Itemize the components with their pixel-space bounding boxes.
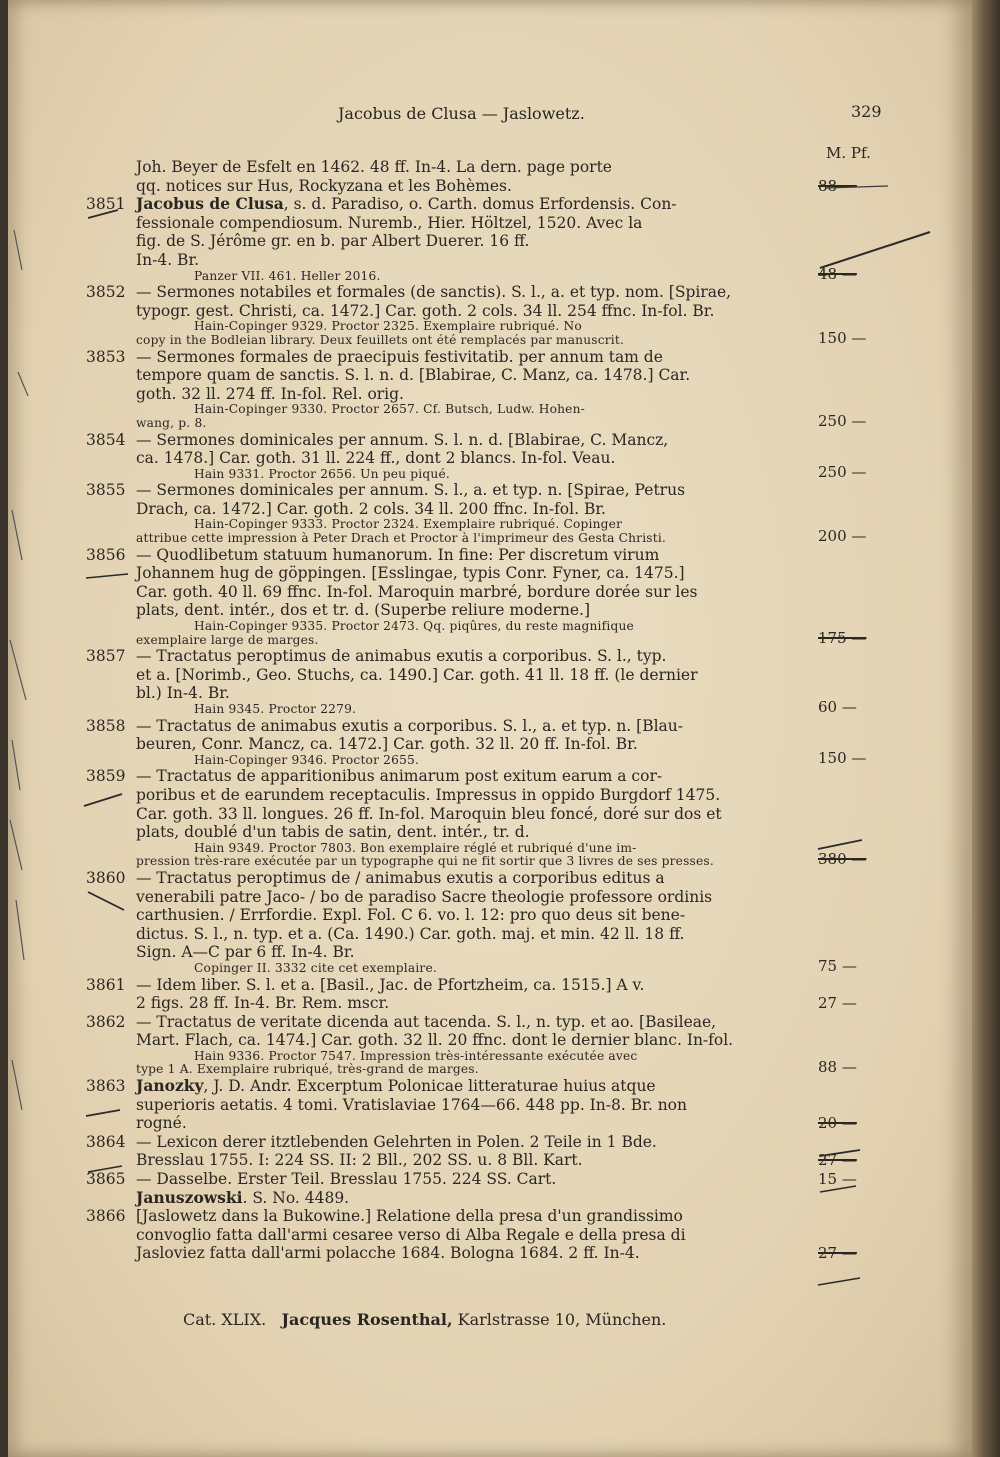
entry-reference: wang, p. 8.	[136, 415, 207, 430]
entry-line: — Lexicon derer itztlebenden Gelehrten in Polen. 2 Teile in 1 Bde.	[136, 1132, 657, 1151]
catalog-entry	[86, 545, 867, 648]
entry-line: — Tractatus peroptimus de animabus exutis a corporibus. S. l., typ.	[136, 647, 667, 666]
entry-line: Jasloviez fatta dall'armi polacche 1684. Bologna 1684. 2 ff. In-4.	[136, 1244, 640, 1263]
catalog-entry	[86, 1132, 857, 1170]
entry-line: fig. de S. Jérôme gr. en b. par Albert Duerer. 16 ff.	[136, 232, 530, 251]
entry-number: 3864	[86, 1132, 126, 1151]
entry-line: dictus. S. l., n. typ. et a. (Ca. 1490.) Car. goth. maj. et min. 42 ll. 18 ff.	[136, 924, 685, 943]
entry-line: plats, dent. intér., dos et tr. d. (Superbe reliure moderne.]	[136, 601, 591, 620]
entry-line: beuren, Conr. Mancz, ca. 1472.] Car. goth. 32 ll. 20 ff. In-fol. Br.	[136, 735, 638, 754]
entry-number: 3865	[86, 1170, 126, 1189]
entry-line: venerabili patre Jaco- / bo de paradiso Sacre theologie professore ordinis	[136, 887, 713, 906]
entry-number: 3860	[86, 868, 126, 887]
entry-line: rogné.	[136, 1114, 187, 1133]
entry-reference: Hain-Copinger 9335. Proctor 2473. Qq. piqûres, du reste magnifique	[194, 619, 634, 634]
catalog-entry	[86, 1012, 857, 1077]
catalog-entries	[86, 158, 867, 1263]
page-footer	[183, 1310, 666, 1329]
entry-reference: type 1 A. Exemplaire rubriqué, très-grand de marges.	[136, 1062, 479, 1077]
entry-line: — Dasselbe. Erster Teil. Bresslau 1755. 224 SS. Cart.	[136, 1170, 557, 1189]
entry-number: 3863	[86, 1077, 126, 1096]
entry-line: typogr. gest. Christi, ca. 1472.] Car. goth. 2 cols. 34 ll. 254 ffnc. In-fol. Br.	[136, 301, 715, 320]
catalog-entry	[86, 1207, 857, 1263]
entry-line: — Sermones formales de praecipuis festivitatib. per annum tam de	[136, 347, 663, 366]
entry-line: Drach, ca. 1472.] Car. goth. 2 cols. 34 ll. 200 ffnc. In-fol. Br.	[136, 499, 606, 518]
entry-line: Janozky, J. D. Andr. Excerptum Polonicae litteraturae huius atque	[136, 1076, 656, 1096]
catalog-entry	[86, 481, 867, 546]
entry-reference: Hain-Copinger 9346. Proctor 2655.	[194, 752, 420, 767]
catalog-entry	[86, 647, 857, 716]
entry-price: 150 —	[818, 328, 867, 347]
currency-label: M. Pf.	[826, 144, 871, 162]
entry-price: 88 —	[818, 1058, 857, 1077]
footer-catalog: Cat. XLIX.	[183, 1310, 267, 1329]
catalog-entry	[86, 1076, 857, 1133]
entry-line: bl.) In-4. Br.	[136, 684, 230, 703]
entry-price: 15 —	[818, 1170, 857, 1189]
entry-line: — Sermones dominicales per annum. S. l., a. et typ. n. [Spirae, Petrus	[136, 481, 686, 500]
entry-line: plats, doublé d'un tabis de satin, dent. intér., tr. d.	[136, 823, 530, 842]
catalog-entry	[86, 347, 867, 431]
entry-line: poribus et de earundem receptaculis. Impressus in oppido Burgdorf 1475.	[136, 785, 721, 804]
entry-price: 48 —	[818, 264, 857, 283]
entry-line: — Sermones dominicales per annum. S. l. n. d. [Blabirae, C. Mancz,	[136, 430, 669, 449]
entry-reference: Hain-Copinger 9333. Proctor 2324. Exemplaire rubriqué. Copinger	[194, 517, 623, 532]
entry-price: 200 —	[818, 527, 867, 546]
catalog-entry	[86, 194, 857, 283]
catalog-entry	[86, 1170, 857, 1189]
entry-reference: Hain-Copinger 9330. Proctor 2657. Cf. Butsch, Ludw. Hohen-	[194, 402, 585, 417]
entry-price: 88 —	[818, 176, 857, 195]
entry-price: 250 —	[818, 411, 867, 430]
book-spine-edge	[972, 0, 1000, 1457]
entry-line: ca. 1478.] Car. goth. 31 ll. 224 ff., dont 2 blancs. In-fol. Veau.	[136, 449, 616, 468]
entry-reference: attribue cette impression à Peter Drach et Proctor à l'imprimeur des Gesta Christi.	[136, 531, 667, 546]
entry-reference: Hain 9349. Proctor 7803. Bon exemplaire réglé et rubriqué d'une im-	[194, 840, 637, 855]
catalog-entry	[136, 1189, 804, 1208]
entry-reference: pression très-rare exécutée par un typographe qui ne fit sortir que 3 livres de ses presses.	[136, 854, 714, 869]
footer-address: Karlstrasse 10, München.	[457, 1310, 667, 1329]
entry-price: 380 —	[818, 850, 867, 869]
catalog-entry	[86, 767, 867, 869]
entry-number: 3855	[86, 481, 126, 500]
entry-number: 3862	[86, 1012, 126, 1031]
running-title: Jacobus de Clusa — Jaslowetz.	[338, 104, 585, 123]
entry-number: 3861	[86, 975, 126, 994]
entry-price: 20 —	[818, 1114, 857, 1133]
entry-number: 3854	[86, 430, 126, 449]
entry-number: 3852	[86, 283, 126, 302]
entry-number: 3858	[86, 716, 126, 735]
entry-reference: Hain 9345. Proctor 2279.	[194, 702, 357, 716]
entry-line: carthusien. / Errfordie. Expl. Fol. C 6. vo. l. 12: pro quo deus sit bene-	[136, 906, 686, 925]
entry-price: 250 —	[818, 462, 867, 481]
entry-line: Car. goth. 33 ll. longues. 26 ff. In-fol. Maroquin bleu foncé, doré sur dos et	[136, 804, 722, 823]
entry-line: Joh. Beyer de Esfelt en 1462. 48 ff. In-4. La dern. page porte	[136, 158, 612, 176]
entry-line: — Tractatus de veritate dicenda aut tacenda. S. l., n. typ. et ao. [Basileae,	[136, 1012, 717, 1031]
entry-line: Jacobus de Clusa, s. d. Paradiso, o. Carth. domus Erfordensis. Con-	[136, 194, 677, 214]
entry-number: 3851	[86, 195, 126, 214]
entry-line: Bresslau 1755. I: 224 SS. II: 2 Bll., 202 SS. u. 8 Bll. Kart.	[136, 1151, 583, 1170]
footer-publisher: Jacques Rosenthal,	[281, 1310, 453, 1329]
catalog-entry	[86, 283, 867, 347]
entry-reference: exemplaire large de marges.	[136, 632, 319, 647]
entry-line: [Jaslowetz dans la Bukowine.] Relatione della presa d'un grandissimo	[136, 1207, 683, 1226]
catalog-entry	[86, 716, 867, 768]
entry-number: 3856	[86, 545, 126, 564]
entry-line: — Sermones notabiles et formales (de sanctis). S. l., a. et typ. nom. [Spirae,	[136, 283, 732, 302]
entry-price: 27 —	[818, 1151, 857, 1170]
entry-line: et a. [Norimb., Geo. Stuchs, ca. 1490.] Car. goth. 41 ll. 18 ff. (le dernier	[136, 665, 698, 684]
catalog-entry	[136, 158, 857, 195]
entry-line: — Idem liber. S. l. et a. [Basil., Jac. de Pfortzheim, ca. 1515.] A v.	[136, 975, 645, 994]
entry-line: qq. notices sur Hus, Rockyzana et les Bohèmes.	[136, 176, 512, 195]
entry-line: Johannem hug de göppingen. [Esslingae, typis Conr. Fyner, ca. 1475.]	[136, 564, 685, 583]
entry-price: 175 —	[818, 628, 867, 647]
entry-reference: Hain-Copinger 9329. Proctor 2325. Exemplaire rubriqué. No	[194, 319, 582, 334]
catalog-entry	[86, 975, 857, 1013]
entry-reference: copy in the Bodleian library. Deux feuillets ont été remplacés par manuscrit.	[136, 332, 625, 347]
catalog-entry	[86, 430, 867, 482]
entry-number: 3859	[86, 767, 126, 786]
catalog-entry	[86, 868, 857, 976]
entry-reference: Hain 9331. Proctor 2656. Un peu piqué.	[194, 466, 450, 481]
entry-price: 75 —	[818, 956, 857, 975]
entry-price: 27 —	[818, 994, 857, 1013]
entry-price: 60 —	[818, 698, 857, 716]
entry-price: 150 —	[818, 748, 867, 767]
entry-line: goth. 32 ll. 274 ff. In-fol. Rel. orig.	[136, 384, 404, 403]
entry-line: tempore quam de sanctis. S. l. n. d. [Blabirae, C. Manz, ca. 1478.] Car.	[136, 366, 691, 385]
entry-reference: Panzer VII. 461. Heller 2016.	[194, 268, 381, 283]
entry-line: In-4. Br.	[136, 250, 200, 269]
entry-line: — Quodlibetum statuum humanorum. In fine: Per discretum virum	[136, 545, 660, 564]
entry-line: convoglio fatta dall'armi cesaree verso di Alba Regale e della presa di	[136, 1225, 686, 1244]
entry-line: superioris aetatis. 4 tomi. Vratislaviae 1764—66. 448 pp. In-8. Br. non	[136, 1095, 687, 1114]
entry-line: Mart. Flach, ca. 1474.] Car. goth. 32 ll. 20 ffnc. dont le dernier blanc. In-fol.	[136, 1031, 734, 1050]
entry-number: 3853	[86, 347, 126, 366]
page-number: 329	[851, 102, 882, 121]
entry-line: fessionale compendiosum. Nuremb., Hier. Höltzel, 1520. Avec la	[136, 213, 643, 232]
entry-line: — Tractatus de animabus exutis a corporibus. S. l., a. et typ. n. [Blau-	[136, 716, 684, 735]
entry-price: 27 —	[818, 1244, 857, 1263]
entry-line: 2 figs. 28 ff. In-4. Br. Rem. mscr.	[136, 994, 390, 1013]
entry-line: Januszowski. S. No. 4489.	[136, 1187, 350, 1207]
entry-line: Sign. A—C par 6 ff. In-4. Br.	[136, 943, 355, 962]
entry-reference: Copinger II. 3332 cite cet exemplaire.	[194, 960, 437, 975]
entry-line: — Tractatus peroptimus de / animabus exutis a corporibus editus a	[136, 868, 665, 887]
entry-line: — Tractatus de apparitionibus animarum post exitum earum a cor-	[136, 767, 663, 786]
entry-line: Car. goth. 40 ll. 69 ffnc. In-fol. Maroquin marbré, bordure dorée sur les	[136, 582, 698, 601]
entry-number: 3866	[86, 1207, 126, 1226]
entry-reference: Hain 9336. Proctor 7547. Impression très-intéressante exécutée avec	[194, 1048, 638, 1063]
entry-number: 3857	[86, 647, 126, 666]
